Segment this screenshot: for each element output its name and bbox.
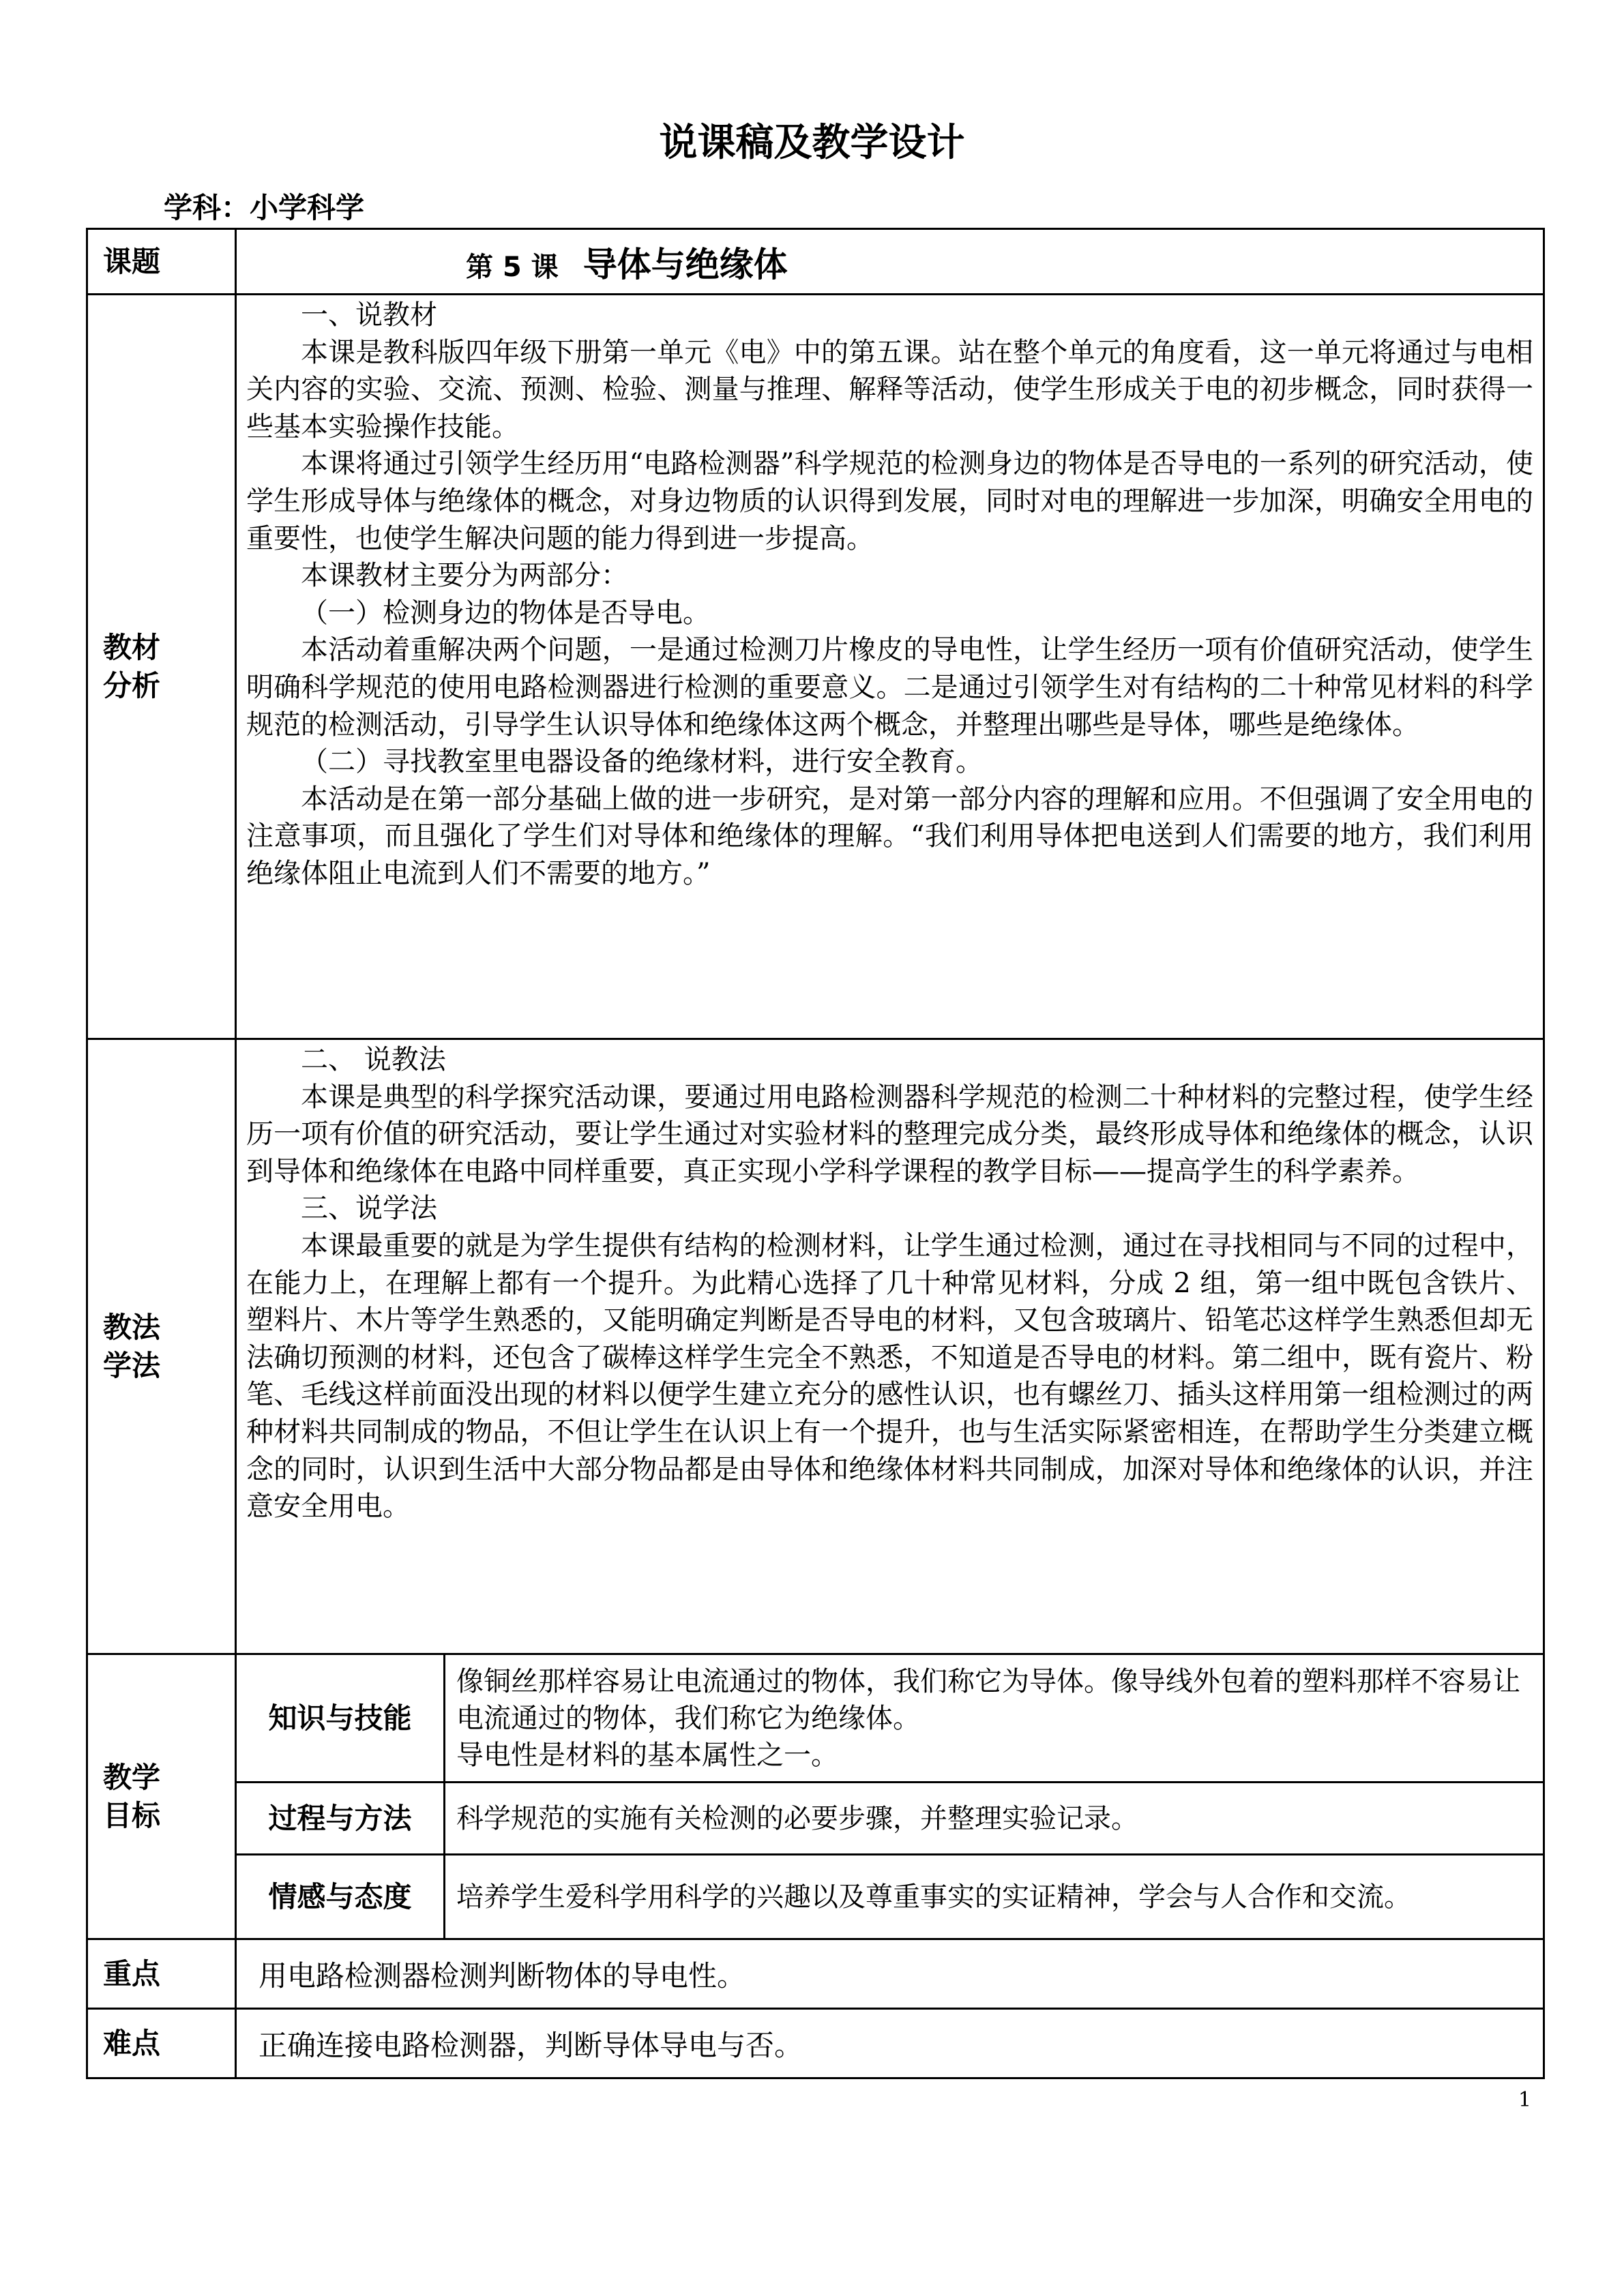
knowledge-text: 像铜丝那样容易让电流通过的物体，我们称它为导体。像导线外包着的塑料那样不容易让电流通过的物体，我们称它为绝缘体。 xyxy=(456,1665,1520,1734)
knowledge-label: 知识与技能 xyxy=(236,1654,445,1783)
analysis-paragraph: 本课将通过引领学生经历用“电路检测器”科学规范的检测身边的物体是否导电的一系列的研究活动，使学生形成导体与绝缘体的概念，对身边物质的认识得到发展，同时对电的理解进一步加深，明确安全用电的重要性，也使学生解决问题的能力得到进一步提高。 xyxy=(246,448,1533,554)
key-point-row xyxy=(87,1939,1544,2009)
analysis-subheading: （一）检测身边的物体是否导电。 xyxy=(301,597,710,629)
process-label: 过程与方法 xyxy=(236,1783,445,1855)
methods-label xyxy=(87,1039,236,1654)
objective-process-row xyxy=(87,1783,1544,1855)
key-point-label: 重点 xyxy=(87,1939,236,2009)
analysis-paragraph: 本课教材主要分为两部分： xyxy=(301,560,628,592)
analysis-row xyxy=(87,295,1544,1039)
analysis-heading: 一、说教材 xyxy=(301,299,437,331)
topic-label: 课题 xyxy=(87,229,236,295)
difficulty-text: 正确连接电路检测器，判断导体导电与否。 xyxy=(236,2009,1544,2078)
lesson-name: 导体与绝缘体 xyxy=(582,244,788,284)
difficulty-label: 难点 xyxy=(87,2009,236,2078)
analysis-label-line: 教材 xyxy=(103,630,161,664)
difficulty-row xyxy=(87,2009,1544,2078)
analysis-label-line: 分析 xyxy=(103,668,161,702)
learning-method-heading: 三、说学法 xyxy=(301,1193,437,1225)
teaching-method-paragraph: 本课是典型的科学探究活动课，要通过用电路检测器科学规范的检测二十种材料的完整过程，使学生经历一项有价值的研究活动，要让学生通过对实验材料的整理完成分类，最终形成导体和绝缘体的概念，认识到导体和绝缘体在电路中同样重要，真正实现小学科学课程的教学目标——提高学生的科学素养。 xyxy=(246,1081,1533,1187)
objectives-label-line: 教学 xyxy=(103,1760,161,1794)
page-title: 说课稿及教学设计 xyxy=(659,121,965,165)
methods-content xyxy=(236,1039,1544,1654)
lesson-plan-table xyxy=(86,228,1545,2079)
learning-method-paragraph: 本课最重要的就是为学生提供有结构的检测材料，让学生通过检测，通过在寻找相同与不同的过程中，在能力上，在理解上都有一个提升。为此精心选择了几十种常见材料，分成 2 组，第一组中既包含铁片、塑料片、木片等学生熟悉的，又能明确定判断是否导电的材料，又包含玻璃片、铅笔芯这样学生熟悉但却无法确切预测的材料，还包含了碳棒这样学生完全不熟悉，不知道是否导电的材料。第二组中，既有瓷片、粉笔、毛线这样前面没出现的材料以便学生建立充分的感性认识，也有螺丝刀、插头这样用第一组检测过的两种材料共同制成的物品，不但让学生在认识上有一个提升，也与生活实际紧密相连，在帮助学生分类建立概念的同时，认识到生活中大部分物品都是由导体和绝缘体材料共同制成，加深对导体和绝缘体的认识，并注意安全用电。 xyxy=(246,1229,1533,1523)
subject-line: 学科：小学科学 xyxy=(164,191,365,224)
page-number: 1 xyxy=(1518,2088,1532,2112)
analysis-subheading: （二）寻找教室里电器设备的绝缘材料，进行安全教育。 xyxy=(301,746,983,778)
methods-label-line: 学法 xyxy=(103,1348,161,1382)
analysis-paragraph: 本活动着重解决两个问题，一是通过检测刀片橡皮的导电性，让学生经历一项有价值研究活动，使学生明确科学规范的使用电路检测器进行检测的重要意义。二是通过引领学生对有结构的二十种常见材料的科学规范的检测活动，引导学生认识导体和绝缘体这两个概念，并整理出哪些是导体，哪些是绝缘体。 xyxy=(246,634,1533,741)
topic-cell xyxy=(236,229,1544,295)
knowledge-text: 导电性是材料的基本属性之一。 xyxy=(456,1739,838,1771)
attitude-label: 情感与态度 xyxy=(236,1855,445,1939)
analysis-paragraph: 本课是教科版四年级下册第一单元《电》中的第五课。站在整个单元的角度看，这一单元将通过与电相关内容的实验、交流、预测、检验、测量与推理、解释等活动，使学生形成关于电的初步概念，同时获得一些基本实验操作技能。 xyxy=(246,336,1533,443)
objectives-label xyxy=(87,1654,236,1939)
analysis-paragraph: 本活动是在第一部分基础上做的进一步研究，是对第一部分内容的理解和应用。不但强调了安全用电的注意事项，而且强化了学生们对导体和绝缘体的理解。“我们利用导体把电送到人们需要的地方，我们利用绝缘体阻止电流到人们不需要的地方。” xyxy=(246,783,1533,889)
attitude-text: 培养学生爱科学用科学的兴趣以及尊重事实的实证精神，学会与人合作和交流。 xyxy=(445,1855,1544,1939)
analysis-content xyxy=(236,295,1544,1039)
key-point-text: 用电路检测器检测判断物体的导电性。 xyxy=(236,1939,1544,2009)
objectives-label-line: 目标 xyxy=(103,1798,161,1832)
topic-row xyxy=(87,229,1544,295)
objective-knowledge-row xyxy=(87,1654,1544,1783)
lesson-number: 第 5 课 xyxy=(466,251,559,283)
process-text: 科学规范的实施有关检测的必要步骤，并整理实验记录。 xyxy=(445,1783,1544,1855)
teaching-method-heading: 二、 说教法 xyxy=(301,1044,446,1075)
objective-attitude-row xyxy=(87,1855,1544,1939)
analysis-label xyxy=(87,295,236,1039)
knowledge-content xyxy=(445,1654,1544,1783)
methods-row xyxy=(87,1039,1544,1654)
methods-label-line: 教法 xyxy=(103,1310,161,1344)
